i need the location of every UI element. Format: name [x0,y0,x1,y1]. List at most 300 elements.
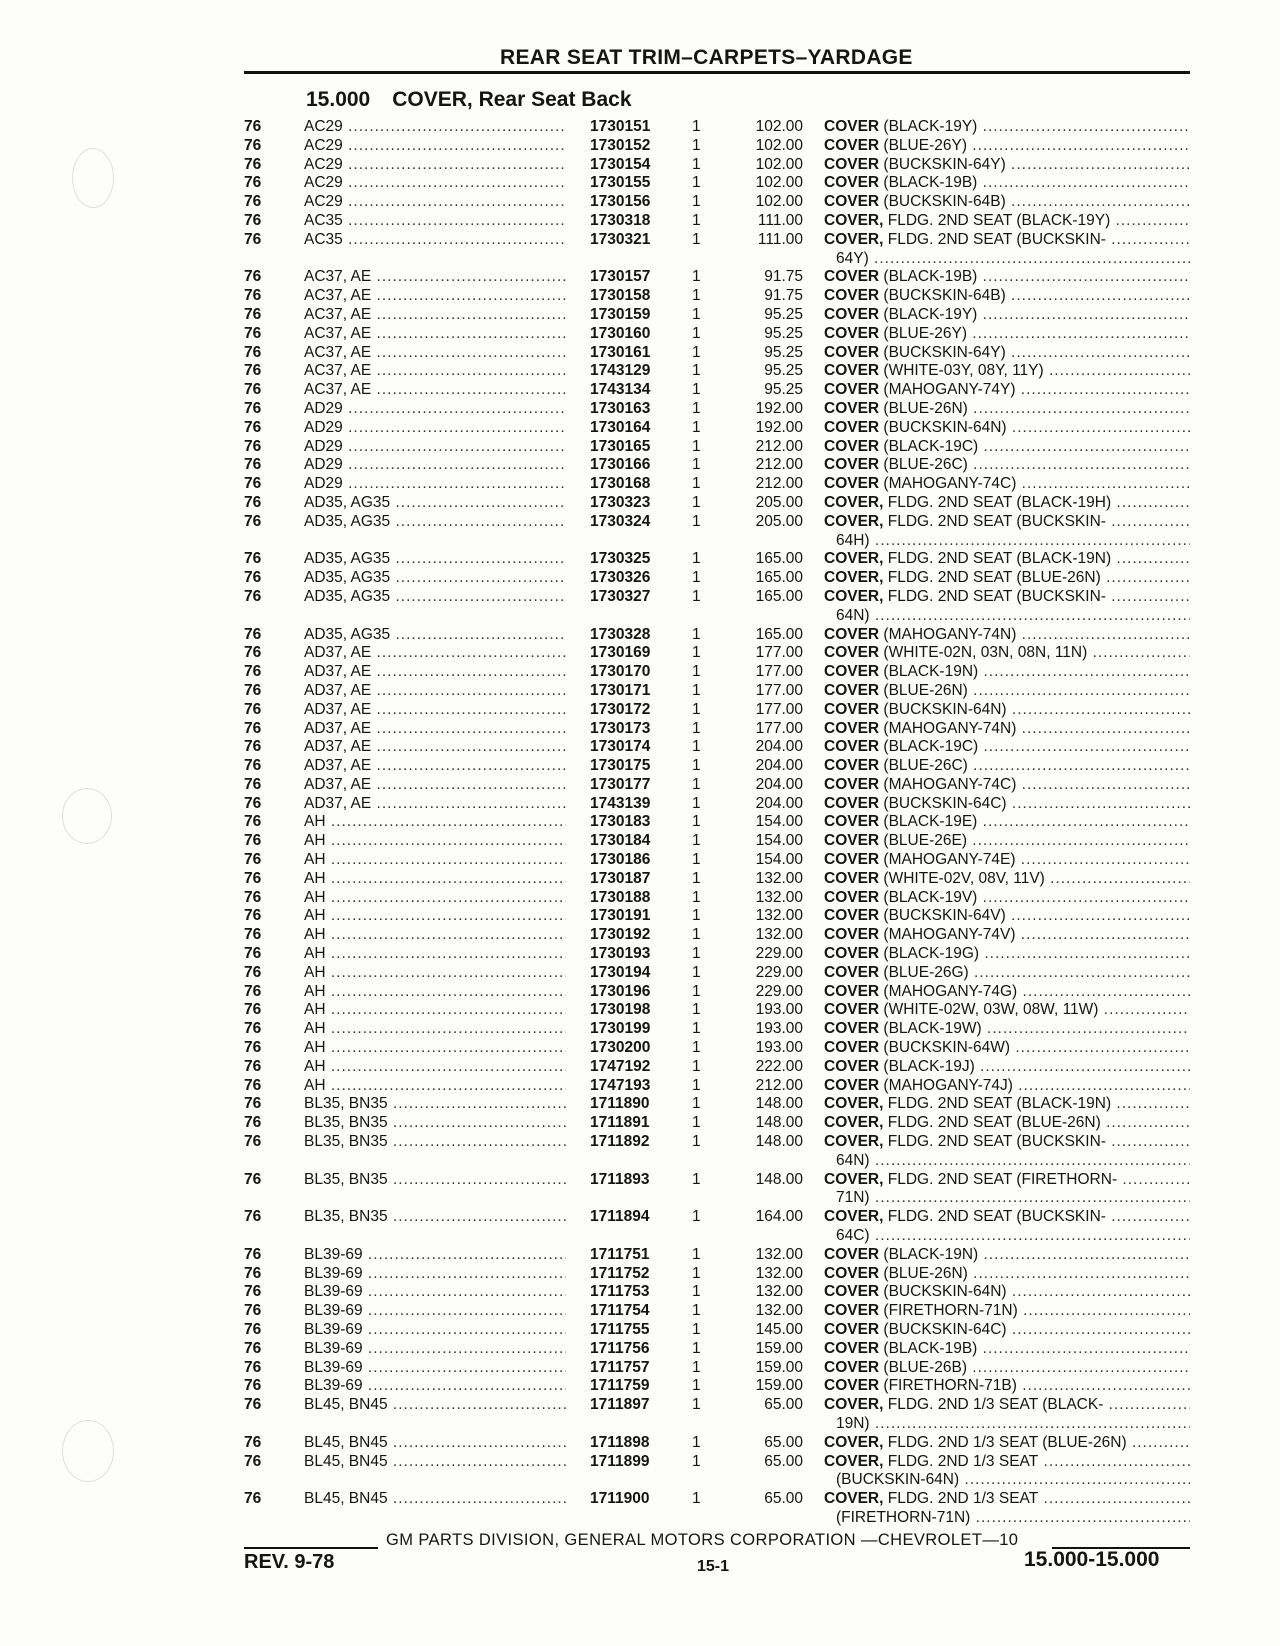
price: 111.00 [757,211,803,229]
section-name: COVER, Rear Seat Back [392,88,632,111]
part-number: 1730200 [590,1039,651,1057]
description [824,1265,1190,1284]
table-row [0,795,1280,814]
quantity: 1 [692,681,701,699]
description-keyword: COVER [824,343,880,361]
description [824,231,1190,269]
price: 132.00 [755,926,803,944]
section-number: 15.000 [306,88,371,111]
quantity: 1 [692,907,701,925]
model-codes: BL39-69 ..... [304,1283,566,1302]
title-rule [244,71,1190,74]
description [824,550,1190,569]
table-row [0,870,1280,889]
table-row [0,1265,1280,1284]
table-row [0,720,1280,739]
part-number: 1711756 [590,1339,650,1357]
description-text: (BLUE-26G) [879,963,969,981]
page-title: REAR SEAT TRIM–CARPETS–YARDAGE [500,46,913,69]
part-number: 1730165 [590,437,651,455]
description [824,513,1190,551]
description [824,1001,1190,1020]
table-row [0,588,1280,626]
quantity: 1 [692,1377,701,1395]
table-row [0,325,1280,344]
model-codes: AH ..... [304,1039,566,1058]
description [824,400,1190,419]
table-row [0,1058,1280,1077]
description-keyword: COVER [824,663,880,681]
description-text: (BLACK-19E) [879,813,978,831]
price: 193.00 [755,1001,803,1019]
table-row [0,1208,1280,1246]
quantity: 1 [692,155,701,173]
description-text: (BLUE-26Y) [879,324,967,342]
catalog-page: 76 [244,324,262,342]
model-codes: AD37, AE ..... [304,644,566,663]
part-number: 1730164 [590,418,651,436]
description-text: (BLUE-26N) [879,1264,968,1282]
model-codes: AC29 ..... [304,174,566,193]
model-codes: AD37, AE ..... [304,738,566,757]
description [824,344,1190,363]
table-row [0,1020,1280,1039]
part-number: 1730321 [590,230,651,248]
model-codes: BL45, BN45 ..... [304,1490,566,1509]
table-row [0,156,1280,175]
model-codes: AH ..... [304,813,566,832]
price: 154.00 [755,832,803,850]
price: 132.00 [755,907,803,925]
description-text: (BLACK-19V) [879,888,978,906]
catalog-page: 76 [244,155,262,173]
table-row [0,419,1280,438]
part-number: 1711897 [590,1396,650,1414]
quantity: 1 [692,324,701,342]
catalog-page: 76 [244,587,262,605]
description-keyword: COVER, [824,211,884,229]
catalog-page: 76 [244,1358,262,1376]
quantity: 1 [692,926,701,944]
table-row [0,983,1280,1002]
description-continuation: 64N) ..... [824,607,1190,626]
table-row [0,1359,1280,1378]
description-text: (MAHOGANY-74C) [879,775,1017,793]
description [824,1020,1190,1039]
model-codes: BL35, BN35 ..... [304,1133,566,1152]
description [824,306,1190,325]
table-row [0,569,1280,588]
quantity: 1 [692,587,701,605]
table-row [0,644,1280,663]
description-text: (WHITE-02V, 08V, 11V) [879,869,1045,887]
model-codes: AD35, AG35 ..... [304,569,566,588]
description-keyword: COVER [824,136,880,154]
part-number: 1730173 [590,719,651,737]
description-keyword: COVER [824,456,880,474]
quantity: 1 [692,550,701,568]
part-number: 1730325 [590,550,651,568]
price: 205.00 [755,493,803,511]
description [824,663,1190,682]
model-codes: AC29 ..... [304,193,566,212]
model-codes: AD37, AE ..... [304,776,566,795]
description-text: FLDG. 2ND SEAT (BLACK-19Y) [883,211,1111,229]
table-row [0,776,1280,795]
part-number: 1730198 [590,1001,651,1019]
description-keyword: COVER [824,437,880,455]
catalog-page: 76 [244,1396,262,1414]
description [824,362,1190,381]
part-number: 1747193 [590,1076,651,1094]
table-row [0,193,1280,212]
description [824,1058,1190,1077]
description [824,1490,1190,1528]
model-codes: AD37, AE ..... [304,795,566,814]
price: 148.00 [755,1133,803,1151]
part-number: 1730172 [590,700,651,718]
model-codes: AC35 ..... [304,231,566,250]
price: 145.00 [755,1321,803,1338]
model-codes: BL45, BN45 ..... [304,1434,566,1453]
quantity: 1 [692,512,701,530]
description [824,1114,1190,1133]
model-codes: AD29 ..... [304,456,566,475]
model-codes: AC29 ..... [304,137,566,156]
catalog-page: 76 [244,118,262,135]
description-keyword: COVER [824,757,880,775]
catalog-page: 76 [244,1039,262,1057]
description-keyword: COVER [824,945,880,963]
parts-list [0,118,1280,1528]
description-text: (BLACK-19B) [879,268,978,286]
model-codes: AD37, AE ..... [304,663,566,682]
description-text: (BUCKSKIN-64B) [879,287,1006,305]
price: 192.00 [755,418,803,436]
quantity: 1 [692,1208,701,1226]
price: 193.00 [755,1039,803,1057]
table-row [0,268,1280,287]
price: 132.00 [755,1264,803,1282]
table-row [0,513,1280,551]
part-number: 1730328 [590,625,651,643]
description-keyword: COVER [824,982,880,1000]
part-number: 1730175 [590,757,651,775]
price: 192.00 [755,399,803,417]
description-keyword: COVER, [824,1396,884,1414]
description [824,701,1190,720]
description-keyword: COVER [824,1039,880,1057]
model-codes: AC37, AE ..... [304,325,566,344]
catalog-page: 76 [244,418,262,436]
price: 204.00 [755,757,803,775]
description-text: (BLUE-26C) [879,456,968,474]
model-codes: AD35, AG35 ..... [304,588,566,607]
description-text: (MAHOGANY-74V) [879,926,1016,944]
model-codes: BL35, BN35 ..... [304,1171,566,1190]
quantity: 1 [692,1170,701,1188]
quantity: 1 [692,1396,701,1414]
price: 165.00 [755,625,803,643]
description [824,776,1190,795]
description-keyword: COVER [824,193,880,211]
model-codes: AC29 ..... [304,156,566,175]
part-number: 1730188 [590,888,651,906]
description [824,1246,1190,1265]
part-number: 1730183 [590,813,651,831]
price: 212.00 [755,1076,803,1094]
part-number: 1730168 [590,475,651,493]
part-number: 1730187 [590,869,651,887]
catalog-page: 76 [244,362,262,380]
price: 212.00 [755,475,803,493]
part-number: 1711892 [590,1133,650,1151]
price: 229.00 [755,963,803,981]
catalog-page: 76 [244,757,262,775]
description [824,795,1190,814]
part-number: 1730152 [590,136,651,154]
model-codes: AD29 ..... [304,400,566,419]
description [824,174,1190,193]
description-keyword: COVER [824,475,880,493]
description [824,419,1190,438]
description [824,644,1190,663]
model-codes: AH ..... [304,983,566,1002]
price: 95.25 [764,381,803,399]
description-keyword: COVER [824,794,880,812]
catalog-page: 76 [244,832,262,850]
description [824,832,1190,851]
part-number: 1730191 [590,907,651,925]
description-text: (BLUE-26N) [879,399,968,417]
description-text: FLDG. 2ND SEAT (BLUE-26N) [883,569,1101,587]
quantity: 1 [692,193,701,211]
description-keyword: COVER, [824,1133,884,1151]
description-continuation: 71N) ..... [824,1189,1190,1208]
description-keyword: COVER [824,287,880,305]
price: 148.00 [755,1095,803,1113]
price: 229.00 [755,982,803,1000]
catalog-page: 76 [244,681,262,699]
model-codes: BL45, BN45 ..... [304,1453,566,1472]
table-row [0,1396,1280,1434]
catalog-page: 76 [244,268,262,286]
model-codes: AH ..... [304,889,566,908]
price: 177.00 [755,719,803,737]
part-number: 1730166 [590,456,651,474]
table-row [0,362,1280,381]
description-text: FLDG. 2ND 1/3 SEAT [883,1490,1039,1508]
quantity: 1 [692,1358,701,1376]
part-number: 1730324 [590,512,651,530]
part-number: 1730159 [590,305,651,323]
quantity: 1 [692,343,701,361]
description-keyword: COVER, [824,493,884,511]
part-number: 1730174 [590,738,651,756]
model-codes: AC37, AE ..... [304,381,566,400]
description-text: (BLACK-19B) [879,1339,978,1357]
price: 148.00 [755,1170,803,1188]
description-keyword: COVER, [824,1095,884,1113]
price: 222.00 [755,1057,803,1075]
price: 204.00 [755,794,803,812]
catalog-page: 76 [244,907,262,925]
description [824,381,1190,400]
model-codes: BL35, BN35 ..... [304,1208,566,1227]
quantity: 1 [692,569,701,587]
catalog-page: 76 [244,775,262,793]
model-codes: BL39-69 ..... [304,1246,566,1265]
table-row [0,1001,1280,1020]
model-codes: AD29 ..... [304,475,566,494]
description-continuation: 64N) ..... [824,1152,1190,1171]
price: 148.00 [755,1114,803,1132]
table-row [0,1133,1280,1171]
part-number: 1730177 [590,775,651,793]
catalog-page: 76 [244,719,262,737]
description-keyword: COVER [824,700,880,718]
catalog-page: 76 [244,1490,262,1508]
quantity: 1 [692,1020,701,1038]
description-keyword: COVER [824,418,880,436]
catalog-page: 76 [244,663,262,681]
part-number: 1730327 [590,587,651,605]
description-continuation: 64H) ..... [824,532,1190,551]
description [824,851,1190,870]
catalog-page: 76 [244,193,262,211]
part-number: 1730154 [590,155,651,173]
part-number: 1730193 [590,945,651,963]
description [824,1434,1190,1453]
price: 212.00 [755,456,803,474]
model-codes: AD29 ..... [304,438,566,457]
table-row [0,1246,1280,1265]
quantity: 1 [692,211,701,229]
part-number: 1730192 [590,926,651,944]
description-text: FLDG. 2ND SEAT (BUCKSKIN- [883,230,1106,248]
catalog-page: 76 [244,437,262,455]
description-text: FLDG. 2ND SEAT (BUCKSKIN- [883,1208,1106,1226]
description-keyword: COVER [824,907,880,925]
quantity: 1 [692,851,701,869]
revision-label: REV. 9-78 [244,1551,335,1573]
quantity: 1 [692,362,701,380]
catalog-page: 76 [244,569,262,587]
catalog-page: 76 [244,851,262,869]
quantity: 1 [692,775,701,793]
description-text: (BUCKSKIN-64N) [879,700,1007,718]
description-keyword: COVER [824,1283,880,1301]
description-text: (BLACK-19G) [879,945,980,963]
description [824,983,1190,1002]
description-text: (BLACK-19J) [879,1057,975,1075]
price: 154.00 [755,851,803,869]
description [824,1377,1190,1396]
price: 132.00 [755,869,803,887]
table-row [0,475,1280,494]
table-row [0,1434,1280,1453]
model-codes: AC37, AE ..... [304,268,566,287]
catalog-page: 76 [244,1170,262,1188]
part-number: 1711893 [590,1170,650,1188]
quantity: 1 [692,869,701,887]
description-keyword: COVER [824,851,880,869]
description [824,870,1190,889]
part-number: 1743129 [590,362,651,380]
price: 132.00 [755,1245,803,1263]
description-text: (MAHOGANY-74G) [879,982,1018,1000]
price: 204.00 [755,738,803,756]
part-number: 1730156 [590,193,651,211]
description-text: (MAHOGANY-74C) [879,475,1017,493]
model-codes: AD37, AE ..... [304,720,566,739]
part-number: 1730184 [590,832,651,850]
part-number: 1730196 [590,982,651,1000]
catalog-page: 76 [244,1001,262,1019]
quantity: 1 [692,418,701,436]
description-keyword: COVER, [824,230,884,248]
catalog-page: 76 [244,813,262,831]
part-number: 1730160 [590,324,651,342]
price: 165.00 [755,587,803,605]
description [824,1208,1190,1246]
description-keyword: COVER [824,174,880,192]
description-keyword: COVER [824,1358,880,1376]
quantity: 1 [692,1039,701,1057]
part-number: 1730155 [590,174,651,192]
catalog-page: 76 [244,136,262,154]
description [824,212,1190,231]
model-codes: BL35, BN35 ..... [304,1114,566,1133]
part-number: 1730318 [590,211,651,229]
description [824,569,1190,588]
description [824,588,1190,626]
description [824,1453,1190,1491]
catalog-page: 76 [244,475,262,493]
price: 212.00 [755,437,803,455]
description-keyword: COVER [824,362,880,380]
table-row [0,738,1280,757]
description [824,1359,1190,1378]
catalog-page: 76 [244,794,262,812]
catalog-page: 76 [244,963,262,981]
price: 102.00 [755,174,803,192]
description [824,287,1190,306]
description [824,1321,1190,1340]
quantity: 1 [692,963,701,981]
price: 159.00 [755,1339,803,1357]
description-text: FLDG. 2ND 1/3 SEAT (BLACK- [883,1396,1104,1414]
description [824,438,1190,457]
table-row [0,757,1280,776]
catalog-page: 76 [244,1114,262,1132]
table-row [0,1321,1280,1340]
model-codes: AD35, AG35 ..... [304,513,566,532]
price: 177.00 [755,663,803,681]
catalog-page: 76 [244,1339,262,1357]
quantity: 1 [692,1095,701,1113]
price: 102.00 [755,118,803,135]
table-row [0,889,1280,908]
description [824,945,1190,964]
catalog-page: 76 [244,945,262,963]
model-codes: AH ..... [304,1058,566,1077]
price: 111.00 [757,230,803,248]
price: 65.00 [764,1452,803,1470]
description-keyword: COVER [824,1377,880,1395]
price: 65.00 [764,1433,803,1451]
quantity: 1 [692,813,701,831]
